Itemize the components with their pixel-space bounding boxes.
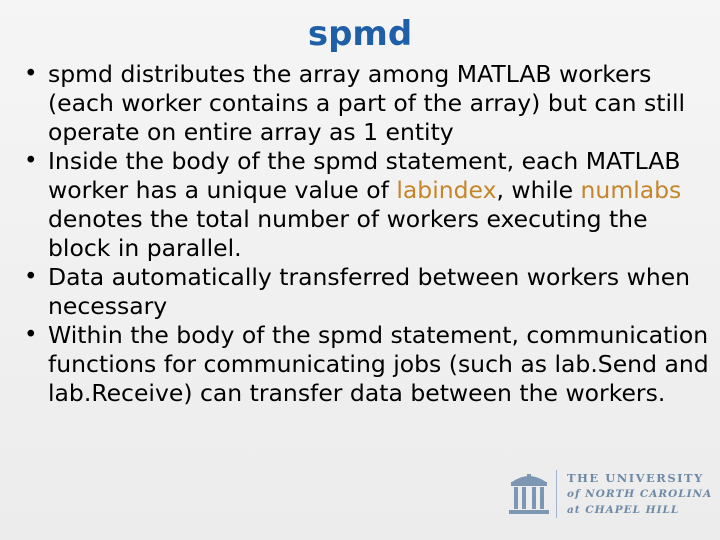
logo-line-city: at CHAPEL HILL (567, 504, 680, 516)
bullet-text: Data automatically transferred between workers when necessary (48, 263, 691, 320)
bullet-dot-icon: • (24, 322, 38, 348)
old-well-icon (508, 468, 550, 518)
logo-line-university: THE UNIVERSITY (567, 471, 704, 485)
bullet-dot-icon: • (24, 148, 38, 174)
bullet-text-after: denotes the total number of workers executing the block in parallel. (48, 205, 648, 262)
highlight-numlabs: numlabs (580, 176, 682, 204)
bullet-item-2 (22, 147, 712, 263)
logo-line-state: of NORTH CAROLINA (567, 488, 713, 500)
logo-text (567, 470, 712, 518)
bullet-text: spmd distributes the array among MATLAB workers (each worker contains a part of the array) but can still operate on entire array as 1 entity (48, 60, 686, 146)
highlight-labindex: labindex (396, 176, 497, 204)
slide-title: spmd (307, 14, 413, 54)
bullet-item-4 (22, 321, 712, 408)
bullet-dot-icon: • (24, 61, 38, 87)
unc-logo (494, 466, 714, 522)
bullet-text-middle: , while (496, 176, 581, 204)
bullet-text: Within the body of the spmd statement, communication functions for communicating jobs (such as lab.Send and lab.Receive) can transfer data between the workers. (48, 321, 709, 407)
bullet-list (22, 60, 712, 408)
bullet-dot-icon: • (24, 264, 38, 290)
bullet-item-1 (22, 60, 712, 147)
logo-divider (556, 470, 557, 518)
bullet-text: Inside the body of the spmd statement, each MATLAB worker has a unique value of (48, 147, 681, 204)
bullet-item-3 (22, 263, 712, 321)
